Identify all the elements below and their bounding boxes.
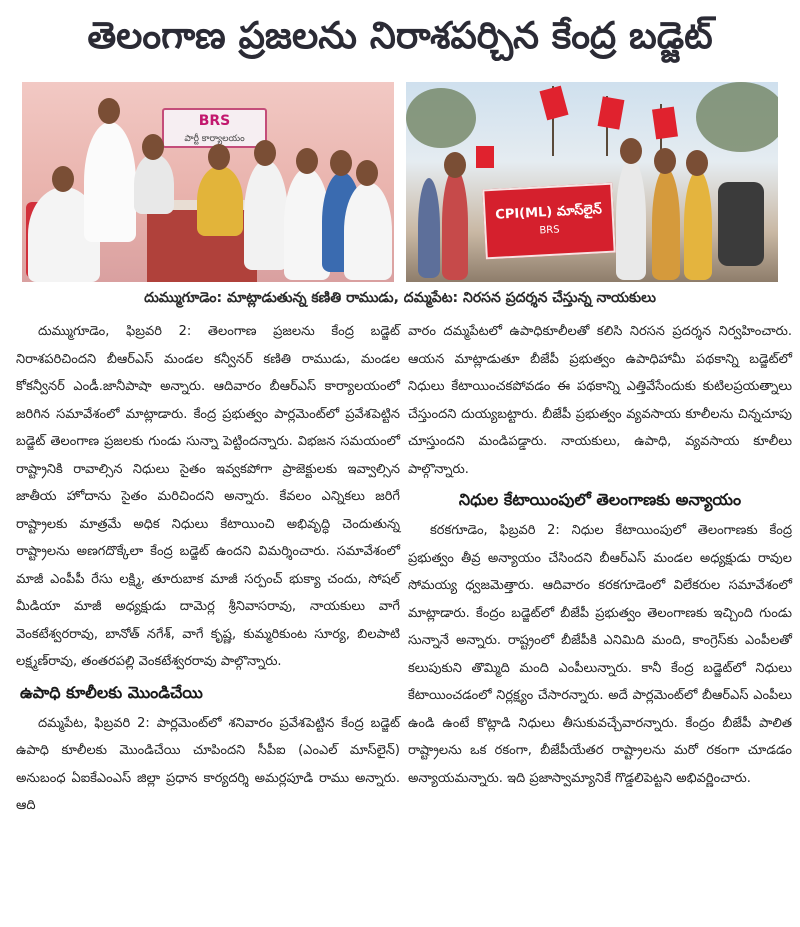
brs-banner (162, 108, 267, 148)
person-head (254, 140, 276, 166)
article-paragraph-karakagudem: కరకగూడెం, ఫిబ్రవరి 2: నిధుల కేటాయింపులో తెలంగాణకు కేంద్ర ప్రభుత్వం తీవ్ర అన్యాయం చేసిందని బీఆర్ఎస్ మండల అధ్యక్షుడు రావుల సోమయ్య ధ్వజమెత్తారు. ఆదివారం కరకగూడెంలో విలేకరుల సమావేశంలో మాట్లాడారు. కేంద్రం బడ్జెట్‌లో బీజేపీ ప్రభుత్వం తెలంగాణకు ఇచ్చింది గుండు సున్నానే అన్నారు. రాష్ట్రంలో బీజేపీకి ఎనిమిది మంది, కాంగ్రెస్‌కు ఎంపీలతో కలుపుకుని తొమ్మిది మంది ఎంపీలున్నారు. కానీ కేంద్ర బడ్జెట్‌లో నిధులు కేటాయించడంలో నిర్లక్ష్యం చేసారన్నారు. అదే పార్లమెంట్‌లో బీఆర్ఎస్ ఎంపీలు ఉండి ఉంటే కొట్లాడి నిధులు తీసుకువచ్చేవారన్నారు. కేంద్రం బీజేపీ పాలిత రాష్ట్రాలను ఒక రకంగా, బీజేపీయేతర రాష్ట్రాలను మరో రకంగా చూడడం అన్యాయమన్నారు. ఇది ప్రజాస్వామ్యానికే గొడ్డలిపెట్టని అభివర్ణించారు. (408, 523, 792, 786)
person-head (686, 150, 708, 176)
article-paragraph-dummugudem: దుమ్ముగూడెం, ఫిబ్రవరి 2: తెలంగాణ ప్రజలను కేంద్ర బడ్జెట్ నిరాశపరిచిందని బీఆర్ఎస్ మండల కన్వీనర్ కణితి రాముడు, మండల కోకన్వీనర్ ఎండీ.జానీపాషా అన్నారు. ఆదివారం బీఆర్ఎస్ కార్యాలయంలో జరిగిన సమావేశంలో మాట్లాడారు. కేంద్ర ప్రభుత్వం పార్లమెంట్‌లో ప్రవేశపెట్టిన బడ్జెట్ తెలంగాణ ప్రజలకు గుండు సున్నా పెట్టిందన్నారు. విభజన సమయంలో రాష్ట్రానికి రావాల్సిన నిధులు సైతం ఇవ్వకపోగా ప్రాజెక్టులకు ఇవ్వాల్సిన జాతీయ హోదాను సైతం మరిచిందని అన్నారు. కేవలం ఎన్నికలు జరిగే రాష్ట్రాలకు మాత్రమే అధిక నిధులు కేటాయించి అభివృద్ధి చెందుతున్న రాష్ట్రాలను అణగదొక్కేలా కేంద్ర బడ్జెట్ ఉందని విమర్శించారు. సమావేశంలో మాజీ ఎంపీపీ రేసు లక్ష్మి, తూరుబాక మాజీ సర్పంచ్ భుక్యా చందు, సోషల్ మీడియా మాజీ అధ్యక్షుడు దామెర్ల శ్రీనివాసరావు, నాయకులు వాగే వెంకటేశ్వరరావు, బానోత్ నగేశ్, వాగే కృష్ణ, కుమ్మరికుంట సూర్య, బిలపాటి లక్ష్మణ్‌రావు, తంతరపల్లి వెంకటేశ్వరరావు పాల్గొన్నారు. (16, 324, 400, 669)
motorcycle (718, 182, 764, 266)
article-paragraph-dammapeta-cont: వారం దమ్మపేటలో ఉపాధికూలీలతో కలిసి నిరసన ప్రదర్శన నిర్వహించారు. ఆయన మాట్లాడుతూ బీజేపీ ప్రభుత్వం ఉపాధిహామీ పథకాన్ని బడ్జెట్‌లో నిధులు కేటాయించకపోవడం ఈ పథకాన్ని ఎత్తివేసేందుకు కుటిలప్రయత్నాలు చేస్తుందని దుయ్యబట్టారు. బీజేపీ ప్రభుత్వం వ్యవసాయ కూలీలను చిన్నచూపు చూస్తుందని మండిపడ్డారు. నాయకులు, ఉపాధి, వ్యవసాయ కూలీలు పాల్గొన్నారు. (408, 324, 792, 477)
red-flag (652, 107, 678, 140)
red-flag (539, 86, 568, 121)
red-flag (598, 96, 625, 129)
person-head (356, 160, 378, 186)
person-back (134, 154, 174, 214)
person-head (98, 98, 120, 124)
person-saree (197, 166, 243, 236)
marcher (652, 168, 680, 280)
photo-protest (406, 82, 778, 282)
marcher (616, 158, 646, 280)
marcher (418, 178, 440, 278)
person-head (296, 148, 318, 174)
tree (406, 88, 476, 148)
person-standing (244, 160, 288, 270)
article-paragraph-dammapeta: దమ్మపేట, ఫిబ్రవరి 2: పార్లమెంట్‌లో శనివారం ప్రవేశపెట్టిన కేంద్ర బడ్జెట్ ఉపాధి కూలీలకు మొండిచేయి చూపిందని సీపీఐ (ఎంఎల్ మాస్‌లైన్) అనుబంధ ఏఐకేఎంఎస్ జిల్లా ప్రధాన కార్యదర్శి అమర్లపూడి రాము అన్నారు. ఆది (16, 715, 400, 813)
brs-banner-title: BRS (198, 113, 231, 129)
photo-caption: దుమ్ముగూడెం: మాట్లాడుతున్న కణితి రాముడు, దమ్మపేట: నిరసన ప్రదర్శన చేస్తున్న నాయకులు (144, 290, 656, 306)
person-head (330, 150, 352, 176)
cpi-banner-title: CPI(ML) మాస్‌లైన్ (494, 202, 603, 223)
marcher (442, 168, 468, 280)
red-flag (476, 146, 494, 168)
right-column (408, 318, 792, 792)
brs-banner-sub: పార్టీ కార్యాలయం (184, 134, 245, 144)
person-head (208, 144, 230, 170)
person-head (620, 138, 642, 164)
person-speaking (84, 122, 136, 242)
person-head (142, 134, 164, 160)
subheading-upadhi: ఉపాధి కూలీలకు మొండిచేయి (20, 682, 203, 702)
cpi-banner-sub: BRS (539, 224, 560, 237)
photo-brs-meeting (22, 82, 394, 282)
tree (696, 82, 778, 152)
person-seated-right (344, 182, 392, 280)
person-head (52, 166, 74, 192)
cpi-ml-banner (482, 183, 615, 260)
headline: తెలంగాణ ప్రజలను నిరాశపర్చిన కేంద్ర బడ్జెట్ (87, 14, 713, 57)
marcher (684, 170, 712, 280)
subheading-nidhula: నిధుల కేటాయింపులో తెలంగాణకు అన్యాయం (458, 490, 742, 509)
left-column (16, 318, 400, 820)
person-head (444, 152, 466, 178)
person-head (654, 148, 676, 174)
